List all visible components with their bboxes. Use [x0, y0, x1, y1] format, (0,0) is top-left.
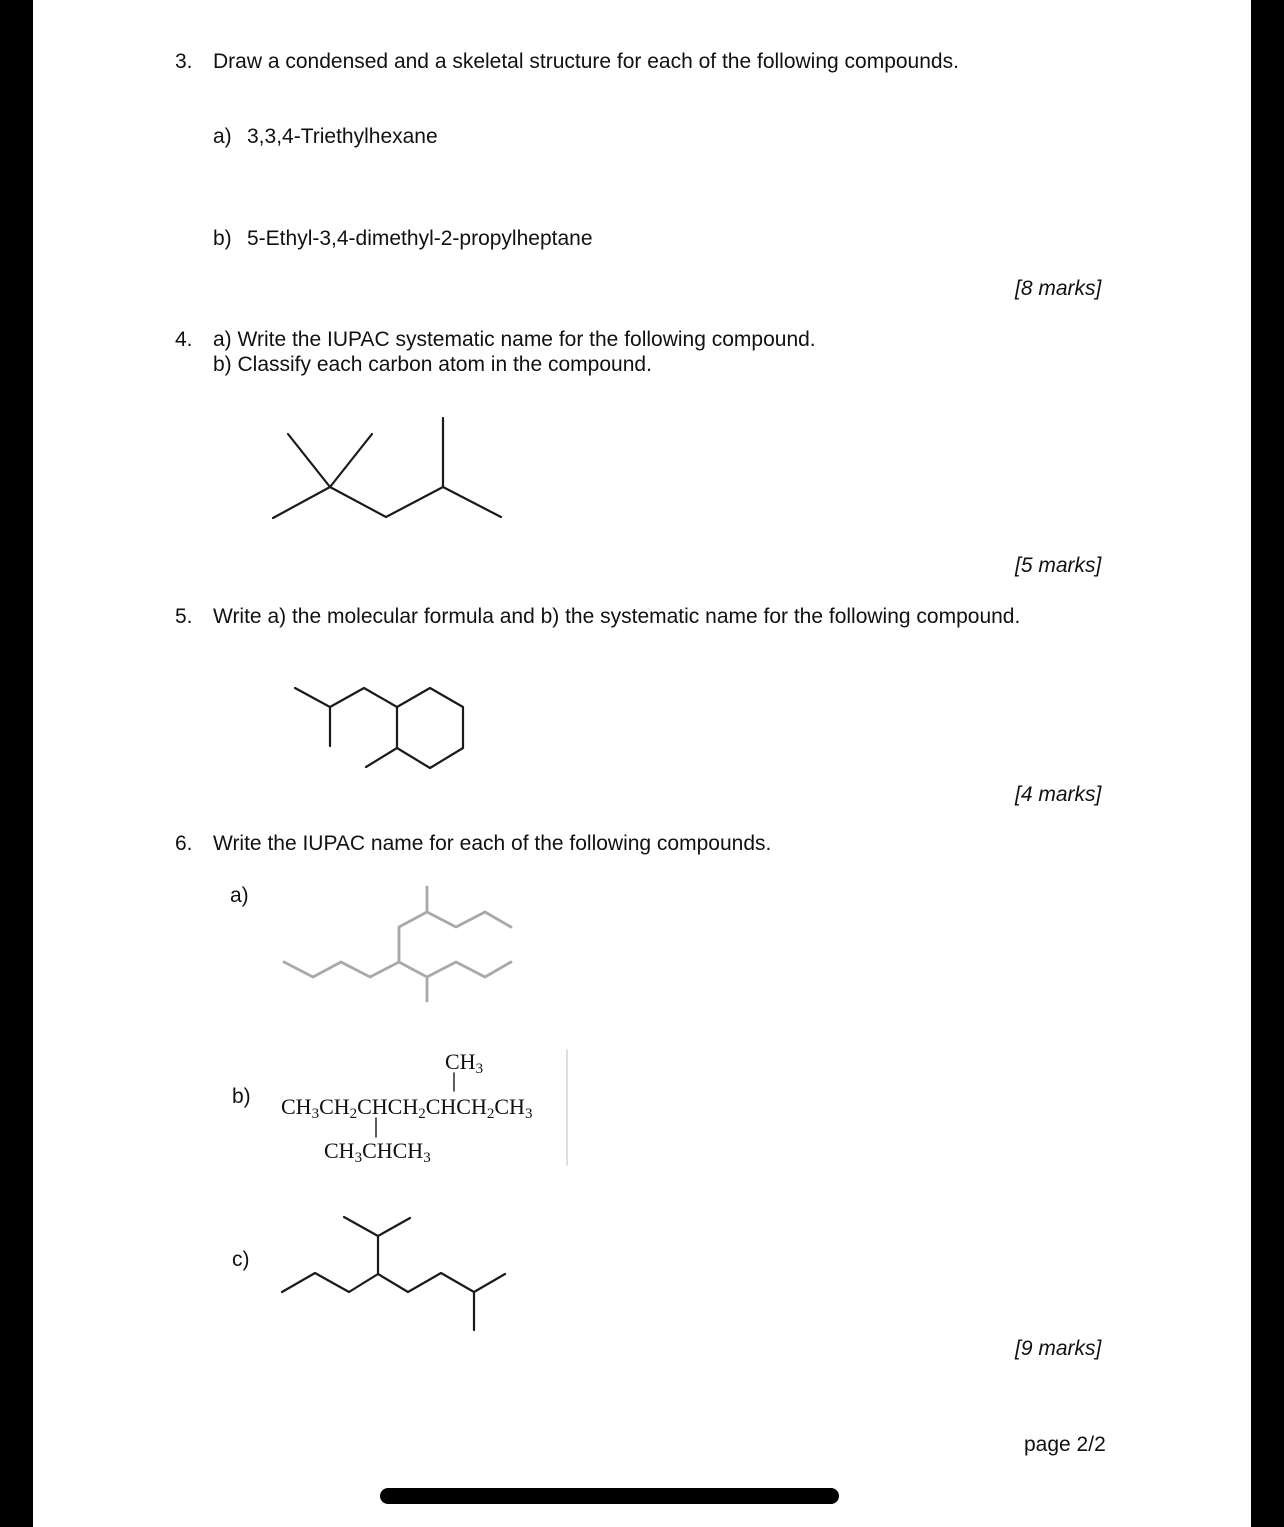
q6c-skeletal-structure [33, 0, 1251, 1527]
q6b-formula-main: $CH_3CH_2CHCH_2CHCH_2CH_3$ [281, 1094, 533, 1122]
document-page [33, 0, 1251, 1527]
q6b-formula-bottom: $CH_3CHCH_3$ [324, 1138, 431, 1166]
q5-marks: [4 marks] [1015, 783, 1102, 806]
q5-text: Write a) the molecular formula and b) the systematic name for the following compound. [213, 605, 1021, 628]
q3b-label: b) [213, 227, 232, 250]
q6b-label: b) [232, 1085, 251, 1108]
q3-marks: [8 marks] [1015, 277, 1102, 300]
q5-number: 5. [175, 605, 193, 628]
q3a-text: 3,3,4-Triethylhexane [247, 125, 438, 148]
q6-number: 6. [175, 832, 193, 855]
q6-text: Write the IUPAC name for each of the following compounds. [213, 832, 772, 855]
q3-number: 3. [175, 50, 193, 73]
q3-text: Draw a condensed and a skeletal structure for each of the following compounds. [213, 50, 959, 73]
q6a-label: a) [230, 884, 249, 907]
q6c-label: c) [232, 1248, 250, 1271]
page-number: page 2/2 [1024, 1433, 1106, 1456]
q6-marks: [9 marks] [1015, 1337, 1102, 1360]
q4-line2: b) Classify each carbon atom in the compound. [213, 353, 652, 376]
q4-line1: a) Write the IUPAC systematic name for the following compound. [213, 328, 816, 351]
q4-number: 4. [175, 328, 193, 351]
q3a-label: a) [213, 125, 232, 148]
q3b-text: 5-Ethyl-3,4-dimethyl-2-propylheptane [247, 227, 593, 250]
q4-marks: [5 marks] [1015, 554, 1102, 577]
home-indicator-bar[interactable] [380, 1488, 839, 1504]
q6b-formula-top: $CH_3$ [445, 1049, 484, 1077]
